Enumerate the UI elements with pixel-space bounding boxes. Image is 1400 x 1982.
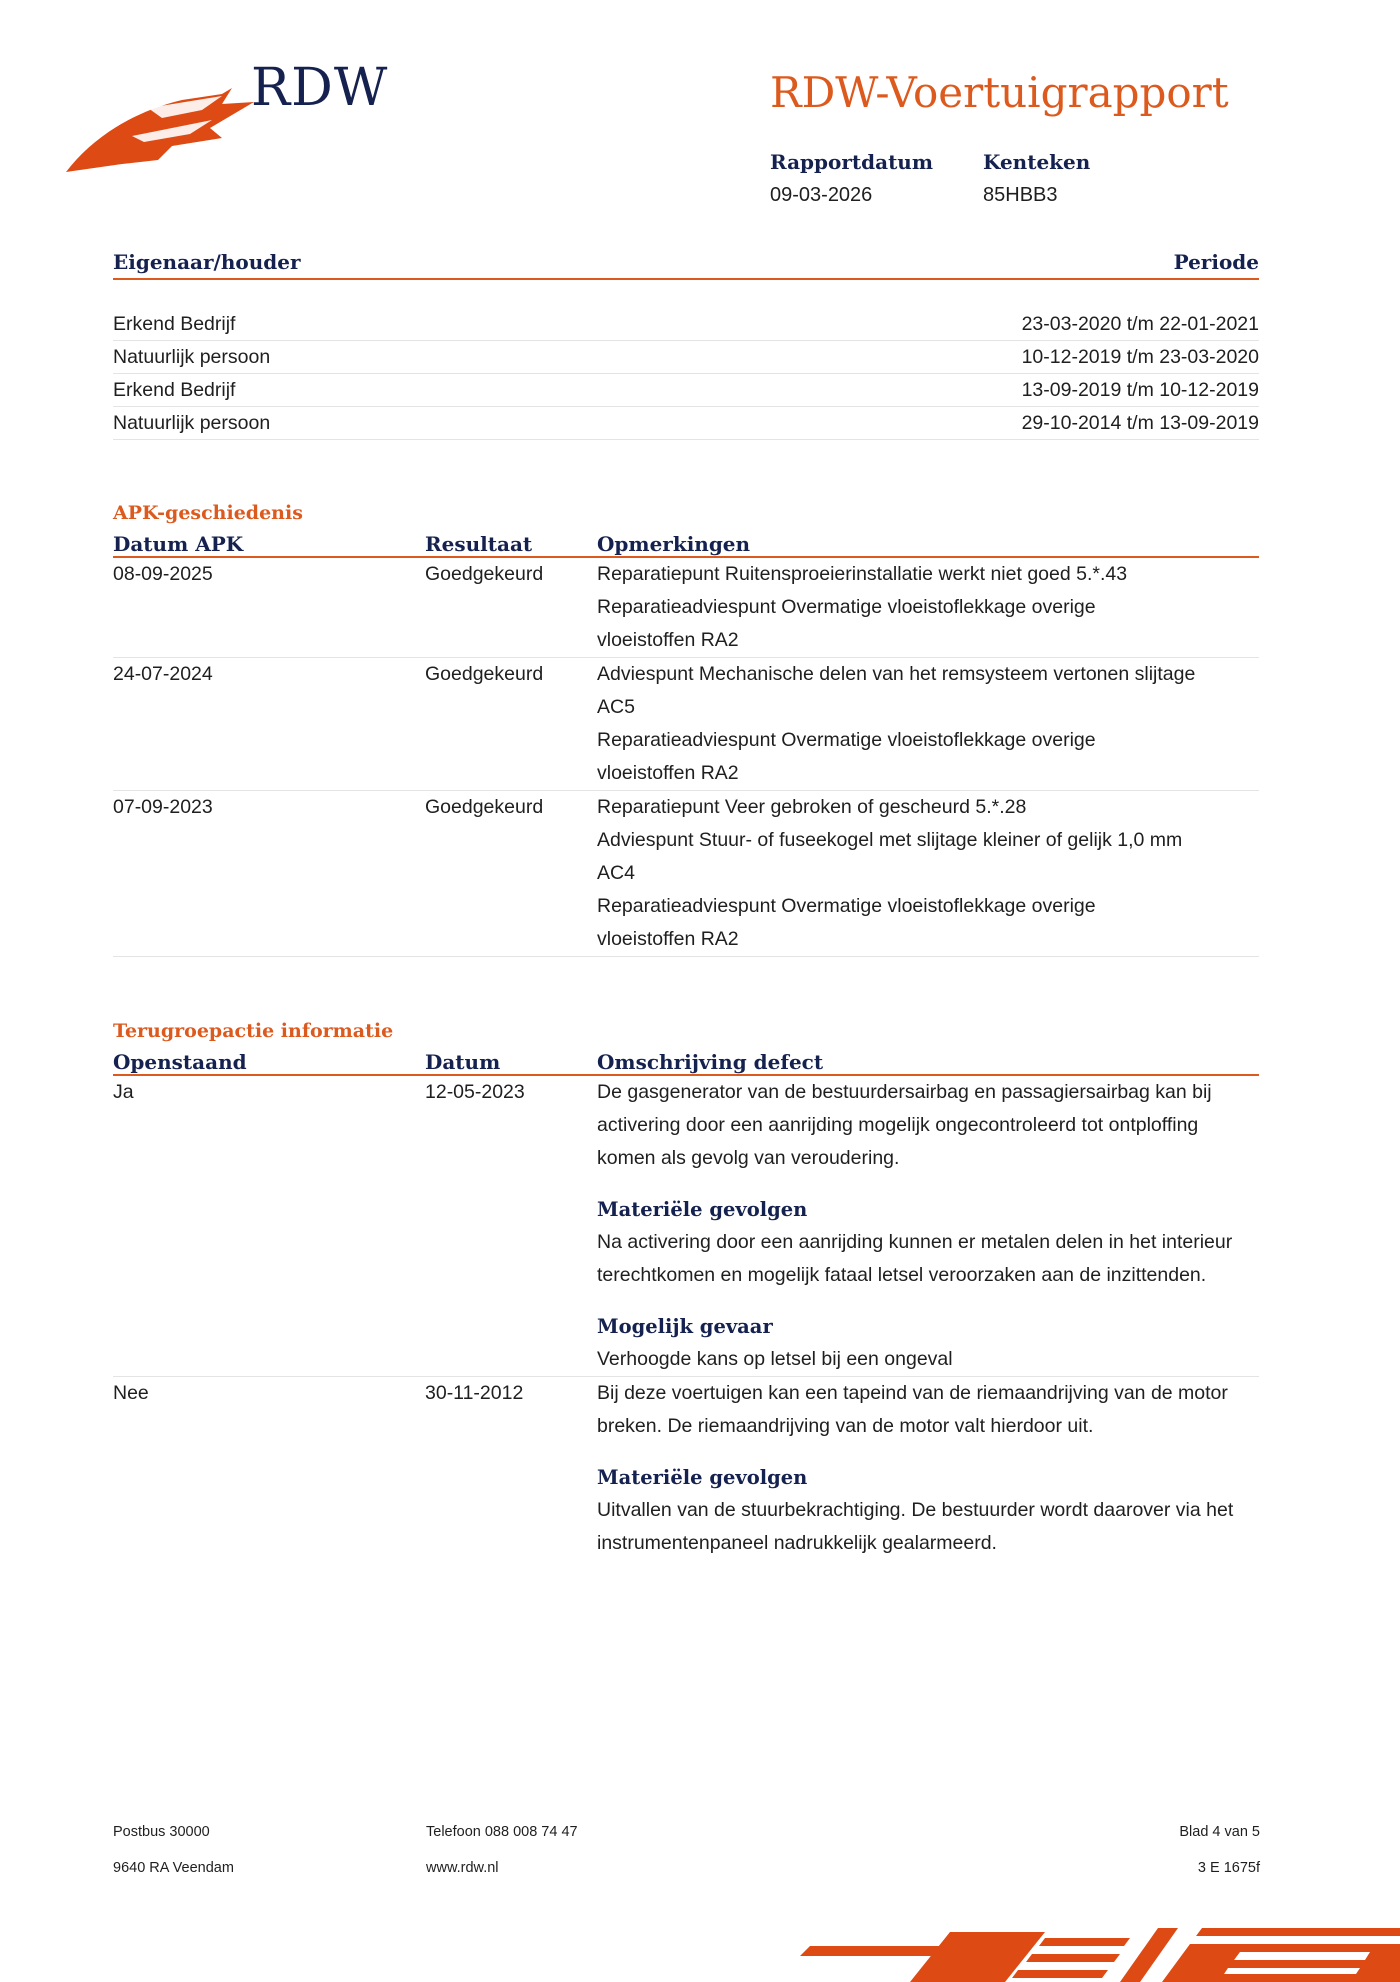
- remark: Reparatieadviespunt Overmatige vloeistoflekkage overige vloeistoffen RA2: [597, 596, 1096, 651]
- recall-description: Bij deze voertuigen kan een tapeind van de riemaandrijving van de motor breken. De riemaandrijving van de motor valt hierdoor uit.: [597, 1382, 1228, 1437]
- recall-desc-cell: [597, 1377, 1259, 1560]
- col-owner: Eigenaar/houder: [113, 250, 301, 274]
- recall-subtext: Uitvallen van de stuurbekrachtiging. De bestuurder wordt daarover via het instrumentenpaneel nadrukkelijk gealarmeerd.: [597, 1499, 1234, 1554]
- apk-remarks-cell: [597, 791, 1259, 956]
- col-period: Periode: [1173, 250, 1259, 274]
- period-cell: 29-10-2014 t/m 13-09-2019: [1021, 412, 1259, 434]
- recall-subtext: Verhoogde kans op letsel bij een ongeval: [597, 1348, 953, 1370]
- col-recall-desc: Omschrijving defect: [597, 1050, 824, 1074]
- period-cell: 23-03-2020 t/m 22-01-2021: [1021, 313, 1259, 335]
- table-row: [113, 558, 1259, 658]
- remark: Reparatieadviespunt Overmatige vloeistoflekkage overige vloeistoffen RA2: [597, 729, 1096, 784]
- recall-subheading: Mogelijk gevaar: [597, 1315, 773, 1338]
- recall-subheading: Materiële gevolgen: [597, 1466, 808, 1489]
- recall-subheading: Materiële gevolgen: [597, 1198, 808, 1221]
- footer-address-line2: 9640 RA Veendam: [113, 1860, 234, 1876]
- apk-table: [113, 502, 1259, 957]
- apk-result-cell: Goedgekeurd: [425, 796, 544, 818]
- report-title: RDW-Voertuigrapport: [770, 68, 1229, 117]
- rapportdatum-value: 09-03-2026: [770, 184, 873, 206]
- table-row: [113, 341, 1259, 374]
- footer-page-info: [1060, 1814, 1260, 1886]
- footer-page-number: Blad 4 van 5: [1179, 1824, 1260, 1840]
- remark: Adviespunt Mechanische delen van het remsysteem vertonen slijtage AC5: [597, 663, 1196, 718]
- kenteken-block: [983, 150, 1090, 207]
- table-row: [113, 374, 1259, 407]
- table-row: [113, 658, 1259, 791]
- owner-cell: Erkend Bedrijf: [113, 313, 236, 335]
- table-row: [113, 1076, 1259, 1377]
- recall-date-cell: 30-11-2012: [425, 1382, 524, 1404]
- recall-table: [113, 1020, 1259, 1560]
- recall-table-header: [113, 1044, 1259, 1076]
- apk-remarks-cell: [597, 658, 1259, 790]
- apk-date-cell: 07-09-2023: [113, 796, 213, 818]
- col-apk-result: Resultaat: [425, 532, 533, 556]
- col-apk-remarks: Opmerkingen: [597, 532, 751, 556]
- table-row: [113, 1377, 1259, 1560]
- apk-date-cell: 08-09-2025: [113, 563, 213, 585]
- col-recall-open: Openstaand: [113, 1050, 247, 1074]
- owner-cell: Natuurlijk persoon: [113, 346, 271, 368]
- logo-text: RDW: [251, 58, 389, 118]
- recall-description: De gasgenerator van de bestuurdersairbag en passagiersairbag kan bij activering door een aanrijding mogelijk ongecontroleerd tot ontploffing komen als gevolg van veroudering.: [597, 1081, 1212, 1169]
- remark: Reparatieadviespunt Overmatige vloeistoflekkage overige vloeistoffen RA2: [597, 895, 1096, 950]
- remark: Reparatiepunt Veer gebroken of gescheurd 5.*.28: [597, 796, 1027, 818]
- recall-date-cell: 12-05-2023: [425, 1081, 525, 1103]
- apk-result-cell: Goedgekeurd: [425, 563, 544, 585]
- recall-open-cell: Nee: [113, 1382, 149, 1404]
- rapportdatum-label: Rapportdatum: [770, 150, 934, 174]
- owner-table: [113, 240, 1259, 440]
- recall-desc-cell: [597, 1076, 1259, 1376]
- apk-remarks-cell: [597, 558, 1259, 657]
- table-row: [113, 791, 1259, 957]
- table-row: [113, 407, 1259, 440]
- recall-open-cell: Ja: [113, 1081, 134, 1103]
- period-cell: 13-09-2019 t/m 10-12-2019: [1021, 379, 1259, 401]
- footer-phone: Telefoon 088 008 74 47: [426, 1824, 578, 1840]
- footer-contact: [426, 1814, 578, 1886]
- table-row: [113, 308, 1259, 341]
- kenteken-label: Kenteken: [983, 150, 1091, 174]
- footer-website: www.rdw.nl: [426, 1860, 499, 1876]
- apk-section-title: APK-geschiedenis: [113, 502, 303, 524]
- remark: Adviespunt Stuur- of fuseekogel met slijtage kleiner of gelijk 1,0 mm AC4: [597, 829, 1183, 884]
- owner-cell: Erkend Bedrijf: [113, 379, 236, 401]
- footer-code: 3 E 1675f: [1197, 1860, 1260, 1876]
- footer-address-line1: Postbus 30000: [113, 1824, 210, 1840]
- owner-table-header: [113, 240, 1259, 280]
- kenteken-value: 85HBB3: [983, 184, 1058, 206]
- col-recall-date: Datum: [425, 1050, 501, 1074]
- col-apk-date: Datum APK: [113, 532, 244, 556]
- remark: Reparatiepunt Ruitensproeierinstallatie werkt niet goed 5.*.43: [597, 563, 1128, 585]
- apk-table-header: [113, 526, 1259, 558]
- apk-date-cell: 24-07-2024: [113, 663, 213, 685]
- recall-section-title: Terugroepactie informatie: [113, 1020, 394, 1042]
- period-cell: 10-12-2019 t/m 23-03-2020: [1021, 346, 1259, 368]
- recall-subtext: Na activering door een aanrijding kunnen er metalen delen in het interieur terechtkomen en mogelijk fataal letsel veroorzaken aan de inzittenden.: [597, 1231, 1233, 1286]
- footer-address: [113, 1814, 234, 1886]
- apk-result-cell: Goedgekeurd: [425, 663, 544, 685]
- owner-cell: Natuurlijk persoon: [113, 412, 271, 434]
- rapportdatum-block: [770, 150, 933, 207]
- speed-stripes-icon: [800, 1924, 1400, 1982]
